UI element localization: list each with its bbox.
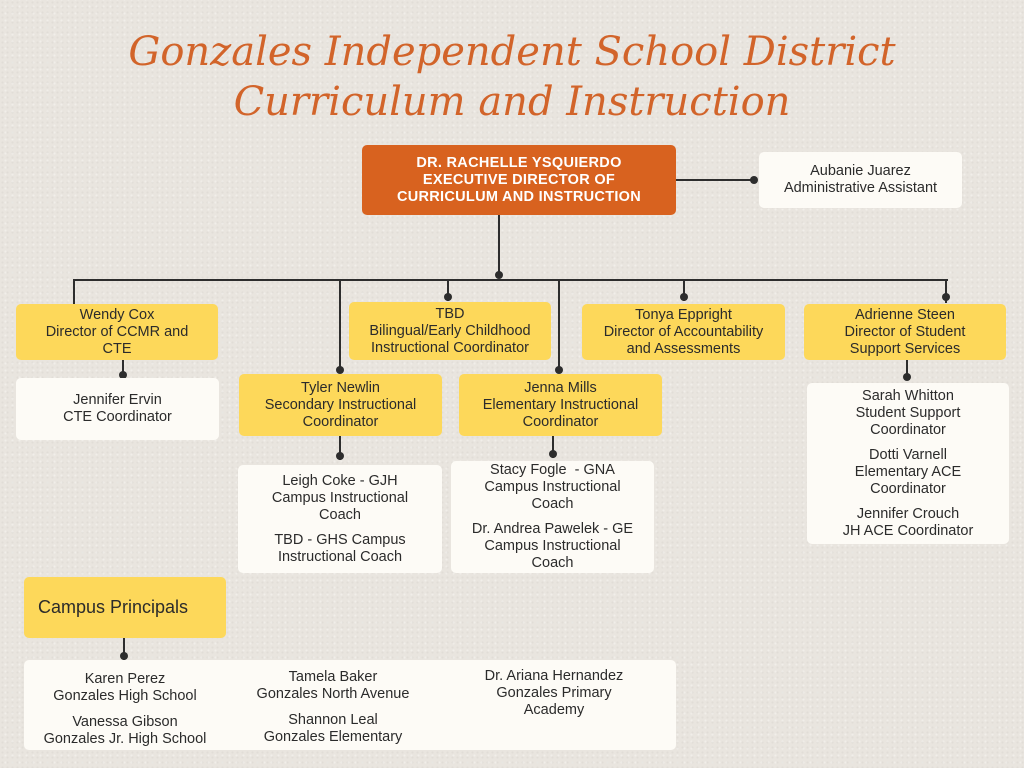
connector-dot-assistant [750,176,758,184]
principal-name: Karen Perez [84,671,166,687]
jenna-role-line2: Coordinator [522,413,599,430]
staff-line: Elementary ACE [854,463,962,480]
campus-principals-label: Campus Principals [38,597,189,617]
connector-bus-to-wendy [73,279,75,305]
principal-name: Tamela Baker [288,669,378,685]
coach-line: Instructional Coach [277,548,403,565]
coach-line: TBD - GHS Campus [274,531,406,548]
tyler-role-line2: Coordinator [302,413,379,430]
principal-name: Shannon Leal [288,712,378,728]
connector-dot-tyler [336,366,344,374]
coach-line: Coach [319,506,361,523]
tonya-eppright-box [582,304,785,360]
staff-line: Jennifer Crouch [856,505,960,522]
executive-director-box [362,145,676,215]
administrative-assistant-box [759,152,962,208]
connector-horizontal-bus [73,279,948,281]
connector-director-down [498,214,500,276]
coach-andrea-pawelek [472,521,633,572]
jennifer-ervin-name: Jennifer Ervin [73,392,162,408]
elementary-coaches-box [451,461,654,573]
director-role-line1: EXECUTIVE DIRECTOR OF [422,171,616,188]
connector-dot-adrienne [942,293,950,301]
staff-line: Sarah Whitton [862,387,954,404]
principal-school: Gonzales North Avenue [256,686,410,702]
connector-dot-elementary-coaches [549,450,557,458]
connector-bus-to-jenna [558,279,560,371]
staff-line: Coordinator [870,480,946,497]
coach-tbd-ghs [274,532,405,566]
adrienne-name: Adrienne Steen [855,306,955,323]
coach-line: Campus Instructional [484,479,621,495]
staff-line: Coordinator [870,421,946,438]
principal-school: Gonzales High School [53,688,197,704]
principal-name: Vanessa Gibson [72,714,178,730]
principal-school: Academy [523,702,585,718]
student-support-box [807,383,1009,544]
staff-line: JH ACE Coordinator [842,522,974,539]
coach-leigh-coke [272,473,408,524]
tbd-bilingual-box [349,302,551,360]
assistant-name: Aubanie Juarez [810,163,911,179]
principal-school: Gonzales Elementary [263,729,403,745]
principals-column-1 [30,671,220,748]
tonya-name: Tonya Eppright [635,306,732,323]
coach-stacy-fogle [484,462,620,513]
principal-school: Gonzales Jr. High School [43,731,207,747]
assistant-role: Administrative Assistant [783,180,938,196]
coach-line: Dr. Andrea Pawelek - GE [471,521,634,537]
connector-dot-student-support [903,373,911,381]
tbd-bilingual-role-line2: Instructional Coordinator [371,339,529,356]
page-title-line2: Curriculum and Instruction [233,79,791,125]
staff-line: Student Support [855,404,961,421]
staff-line: Dotti Varnell [869,446,947,463]
connector-dot-director-down [495,271,503,279]
tonya-role-line2: and Assessments [626,340,741,357]
principals-column-3 [460,668,648,719]
page-title-line1: Gonzales Independent School District [128,29,896,75]
tyler-name: Tyler Newlin [301,379,380,396]
principal-name: Dr. Ariana Hernandez [484,668,624,684]
jenna-name: Jenna Mills [524,379,597,396]
director-role-line2: CURRICULUM AND INSTRUCTION [396,188,642,205]
coach-line: Campus Instructional [484,538,621,554]
jenna-mills-box [459,374,662,436]
connector-dot-tbd [444,293,452,301]
tonya-role-line1: Director of Accountability [603,323,764,340]
connector-dot-tonya [680,293,688,301]
connector-dot-secondary-coaches [336,452,344,460]
campus-principals-box [24,577,226,638]
tyler-newlin-box [239,374,442,436]
wendy-cox-box [16,304,218,360]
coach-line: Coach [531,555,574,571]
principals-column-2 [238,669,428,746]
tyler-role-line1: Secondary Instructional [264,396,417,413]
connector-dot-jenna [555,366,563,374]
coach-line: Leigh Coke - GJH [282,472,398,489]
coach-line: Coach [531,496,574,512]
coach-line: Campus Instructional [271,489,409,506]
director-name: DR. RACHELLE YSQUIERDO [416,154,622,171]
wendy-role-line2: CTE [102,340,132,357]
wendy-role-line1: Director of CCMR and [45,323,189,340]
jenna-role-line1: Elementary Instructional [482,396,639,413]
jennifer-ervin-role: CTE Coordinator [63,409,172,425]
adrienne-role-line2: Support Services [849,340,961,357]
staff-jennifer-crouch [843,506,974,540]
adrienne-role-line1: Director of Student [844,323,966,340]
principal-school: Gonzales Primary [496,685,612,701]
connector-director-to-assistant [676,179,754,181]
tbd-bilingual-name: TBD [435,305,465,322]
staff-sarah-whitton [856,388,961,439]
coach-line: Stacy Fogle - GNA [490,462,615,478]
connector-bus-to-tyler [339,279,341,371]
staff-dotti-varnell [855,447,961,498]
jennifer-ervin-box [16,378,219,440]
secondary-coaches-box [238,465,442,573]
tbd-bilingual-role-line1: Bilingual/Early Childhood [369,322,531,339]
adrienne-steen-box [804,304,1006,360]
connector-dot-principals [120,652,128,660]
wendy-name: Wendy Cox [79,306,155,323]
